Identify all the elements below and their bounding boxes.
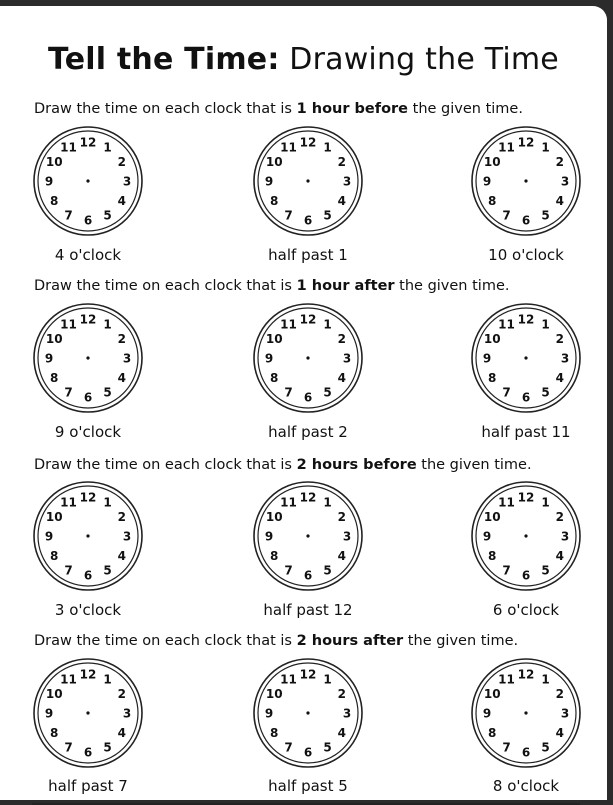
clock-numeral: 11 [60, 140, 77, 155]
clock-numeral: 5 [103, 385, 112, 400]
instruction-3 [34, 457, 532, 473]
clock-face[interactable] [251, 301, 365, 415]
clock-numeral: 5 [323, 563, 332, 578]
clock-numeral: 3 [560, 706, 570, 721]
clock-numeral: 2 [555, 510, 564, 524]
instruction-emphasis: 1 hour after [296, 278, 395, 294]
clock-numeral: 6 [521, 745, 531, 760]
clock-numeral: 1 [541, 495, 550, 510]
clock-numeral: 1 [323, 317, 332, 332]
clock-numeral: 2 [117, 687, 126, 701]
clock-numeral: 9 [44, 174, 54, 189]
clock-numeral: 12 [79, 490, 97, 505]
clock-numeral: 7 [502, 385, 511, 400]
clock-numeral: 1 [541, 672, 550, 687]
clock-numeral: 10 [265, 155, 283, 169]
clock-face[interactable] [469, 479, 583, 593]
clock-numeral: 7 [284, 563, 293, 578]
clock-numeral: 10 [265, 687, 283, 701]
instruction-emphasis: 2 hours before [296, 457, 417, 473]
clock-numeral: 7 [64, 208, 73, 223]
title-part-1: Tell the Time: [48, 42, 280, 77]
clock-face[interactable] [31, 124, 145, 238]
clock-numeral: 6 [521, 390, 531, 405]
clock-numeral: 8 [270, 194, 279, 208]
clock-numeral: 2 [337, 687, 346, 701]
instruction-suffix: the given time. [408, 101, 523, 117]
clock-numeral: 6 [521, 213, 531, 228]
clock-numeral: 4 [117, 726, 126, 740]
clock-numeral: 10 [45, 687, 63, 701]
clock-numeral: 3 [122, 174, 132, 189]
clock-caption: 4 o'clock [54, 246, 122, 264]
clock-numeral: 1 [103, 140, 112, 155]
clock-numeral: 7 [502, 563, 511, 578]
clock-face[interactable] [31, 301, 145, 415]
clock-numeral: 9 [482, 351, 492, 366]
clock-caption: 8 o'clock [492, 777, 560, 795]
clock-center-dot [524, 356, 527, 359]
clock-center-dot [524, 534, 527, 537]
clock-numeral: 8 [270, 726, 279, 740]
clock-caption: half past 5 [268, 777, 348, 795]
clock-numeral: 8 [488, 726, 497, 740]
clock-numeral: 9 [44, 529, 54, 544]
clock-numeral: 3 [342, 174, 352, 189]
clock-numeral: 4 [117, 371, 126, 385]
page-title [0, 42, 607, 77]
clock-numeral: 11 [498, 672, 515, 687]
clock-numeral: 5 [323, 740, 332, 755]
clock-numeral: 3 [560, 529, 570, 544]
clock-numeral: 3 [122, 351, 132, 366]
clock-face[interactable] [31, 479, 145, 593]
clock-numeral: 11 [280, 317, 297, 332]
instruction-emphasis: 1 hour before [296, 101, 409, 117]
clock-numeral: 1 [541, 140, 550, 155]
clock-numeral: 9 [264, 351, 274, 366]
clock-numeral: 3 [342, 351, 352, 366]
clock-numeral: 5 [103, 740, 112, 755]
clock-numeral: 2 [555, 332, 564, 346]
clock-numeral: 6 [83, 213, 93, 228]
clock-numeral: 9 [44, 351, 54, 366]
clock-numeral: 5 [103, 208, 112, 223]
clock-numeral: 3 [560, 174, 570, 189]
clock-numeral: 11 [60, 317, 77, 332]
clock-numeral: 12 [299, 312, 317, 327]
clock-numeral: 5 [323, 385, 332, 400]
clock-numeral: 12 [517, 490, 535, 505]
clock-center-dot [524, 711, 527, 714]
clock-numeral: 10 [265, 332, 283, 346]
instruction-2 [34, 278, 509, 294]
clock-numeral: 10 [45, 510, 63, 524]
clock-numeral: 3 [560, 351, 570, 366]
clock-numeral: 7 [64, 385, 73, 400]
instruction-prefix: Draw the time on each clock that is [34, 457, 297, 473]
clock-numeral: 8 [50, 371, 59, 385]
clock-numeral: 9 [264, 529, 274, 544]
clock-numeral: 1 [103, 317, 112, 332]
clock-numeral: 12 [299, 490, 317, 505]
clock-numeral: 12 [517, 135, 535, 150]
clock-numeral: 10 [45, 155, 63, 169]
worksheet-page [0, 6, 607, 800]
clock-numeral: 3 [342, 529, 352, 544]
clock-numeral: 4 [555, 194, 564, 208]
clock-numeral: 12 [299, 667, 317, 682]
clock-numeral: 12 [79, 312, 97, 327]
instruction-suffix: the given time. [394, 278, 510, 294]
clock-numeral: 2 [117, 155, 126, 169]
instruction-prefix: Draw the time on each clock that is [34, 633, 297, 649]
clock-numeral: 4 [337, 371, 346, 385]
clock-numeral: 2 [555, 155, 564, 169]
clock-numeral: 6 [303, 390, 313, 405]
clock-numeral: 1 [103, 672, 112, 687]
clock-numeral: 10 [483, 510, 501, 524]
clock-numeral: 1 [541, 317, 550, 332]
clock-numeral: 1 [323, 672, 332, 687]
clock-caption: half past 2 [268, 423, 348, 441]
clock-numeral: 4 [117, 549, 126, 563]
clock-numeral: 12 [299, 135, 317, 150]
clock-center-dot [86, 534, 89, 537]
instruction-prefix: Draw the time on each clock that is [34, 101, 297, 117]
clock-numeral: 12 [517, 667, 535, 682]
clock-numeral: 3 [342, 706, 352, 721]
clock-numeral: 5 [541, 740, 550, 755]
clock-numeral: 4 [555, 726, 564, 740]
clock-numeral: 6 [83, 390, 93, 405]
clock-numeral: 10 [483, 332, 501, 346]
clock-numeral: 4 [555, 549, 564, 563]
clock-numeral: 11 [280, 672, 297, 687]
clock-numeral: 8 [50, 726, 59, 740]
clock-numeral: 9 [264, 174, 274, 189]
clock-numeral: 7 [502, 208, 511, 223]
clock-numeral: 7 [284, 208, 293, 223]
clock-numeral: 3 [122, 706, 132, 721]
clock-center-dot [86, 179, 89, 182]
clock-numeral: 8 [50, 549, 59, 563]
clock-numeral: 11 [60, 495, 77, 510]
clock-numeral: 10 [45, 332, 63, 346]
clock-numeral: 6 [83, 568, 93, 583]
clock-numeral: 1 [103, 495, 112, 510]
clock-numeral: 12 [79, 667, 97, 682]
clock-numeral: 5 [323, 208, 332, 223]
clock-face[interactable] [31, 656, 145, 770]
clock-numeral: 6 [303, 213, 313, 228]
clock-numeral: 8 [488, 371, 497, 385]
clock-caption: 3 o'clock [54, 601, 122, 619]
clock-numeral: 10 [483, 687, 501, 701]
clock-numeral: 8 [50, 194, 59, 208]
instruction-4 [34, 633, 518, 649]
clock-numeral: 11 [280, 495, 297, 510]
clock-face[interactable] [469, 656, 583, 770]
clock-center-dot [524, 179, 527, 182]
instruction-suffix: the given time. [403, 633, 519, 649]
clock-numeral: 9 [264, 706, 274, 721]
instruction-1 [34, 101, 523, 117]
clock-numeral: 6 [303, 745, 313, 760]
clock-numeral: 2 [117, 510, 126, 524]
clock-numeral: 5 [103, 563, 112, 578]
clock-numeral: 9 [482, 174, 492, 189]
clock-numeral: 4 [337, 549, 346, 563]
clock-numeral: 8 [488, 194, 497, 208]
clock-caption: 10 o'clock [488, 246, 564, 264]
clock-center-dot [306, 356, 309, 359]
clock-numeral: 8 [488, 549, 497, 563]
clock-numeral: 4 [117, 194, 126, 208]
clock-face[interactable] [251, 656, 365, 770]
clock-face[interactable] [251, 479, 365, 593]
clock-numeral: 6 [83, 745, 93, 760]
clock-numeral: 12 [517, 312, 535, 327]
clock-numeral: 9 [482, 529, 492, 544]
clock-center-dot [86, 711, 89, 714]
clock-numeral: 5 [541, 208, 550, 223]
clock-numeral: 9 [482, 706, 492, 721]
clock-numeral: 1 [323, 495, 332, 510]
clock-numeral: 7 [284, 740, 293, 755]
clock-numeral: 10 [483, 155, 501, 169]
clock-numeral: 8 [270, 549, 279, 563]
clock-numeral: 11 [280, 140, 297, 155]
clock-numeral: 7 [502, 740, 511, 755]
clock-numeral: 4 [337, 194, 346, 208]
clock-numeral: 11 [498, 495, 515, 510]
clock-numeral: 2 [555, 687, 564, 701]
clock-numeral: 7 [64, 740, 73, 755]
clock-numeral: 4 [555, 371, 564, 385]
clock-numeral: 3 [122, 529, 132, 544]
clock-numeral: 5 [541, 563, 550, 578]
clock-numeral: 8 [270, 371, 279, 385]
title-part-2: Drawing the Time [289, 42, 559, 77]
clock-numeral: 12 [79, 135, 97, 150]
clock-numeral: 10 [265, 510, 283, 524]
clock-numeral: 5 [541, 385, 550, 400]
clock-center-dot [306, 534, 309, 537]
clock-numeral: 2 [337, 332, 346, 346]
clock-center-dot [306, 711, 309, 714]
clock-face[interactable] [251, 124, 365, 238]
clock-caption: half past 7 [48, 777, 128, 795]
clock-numeral: 6 [521, 568, 531, 583]
clock-caption: half past 12 [263, 601, 353, 619]
clock-numeral: 7 [284, 385, 293, 400]
instruction-prefix: Draw the time on each clock that is [34, 278, 297, 294]
clock-face[interactable] [469, 301, 583, 415]
clock-center-dot [86, 356, 89, 359]
instruction-suffix: the given time. [416, 457, 532, 473]
clock-numeral: 2 [337, 510, 346, 524]
clock-numeral: 11 [498, 140, 515, 155]
instruction-emphasis: 2 hours after [296, 633, 404, 649]
clock-numeral: 11 [498, 317, 515, 332]
clock-caption: half past 1 [268, 246, 348, 264]
clock-caption: 6 o'clock [492, 601, 560, 619]
clock-numeral: 1 [323, 140, 332, 155]
clock-caption: half past 11 [481, 423, 571, 441]
clock-numeral: 2 [117, 332, 126, 346]
clock-numeral: 6 [303, 568, 313, 583]
clock-numeral: 7 [64, 563, 73, 578]
clock-numeral: 9 [44, 706, 54, 721]
clock-numeral: 11 [60, 672, 77, 687]
clock-face[interactable] [469, 124, 583, 238]
clock-caption: 9 o'clock [54, 423, 122, 441]
clock-numeral: 2 [337, 155, 346, 169]
clock-numeral: 4 [337, 726, 346, 740]
clock-center-dot [306, 179, 309, 182]
